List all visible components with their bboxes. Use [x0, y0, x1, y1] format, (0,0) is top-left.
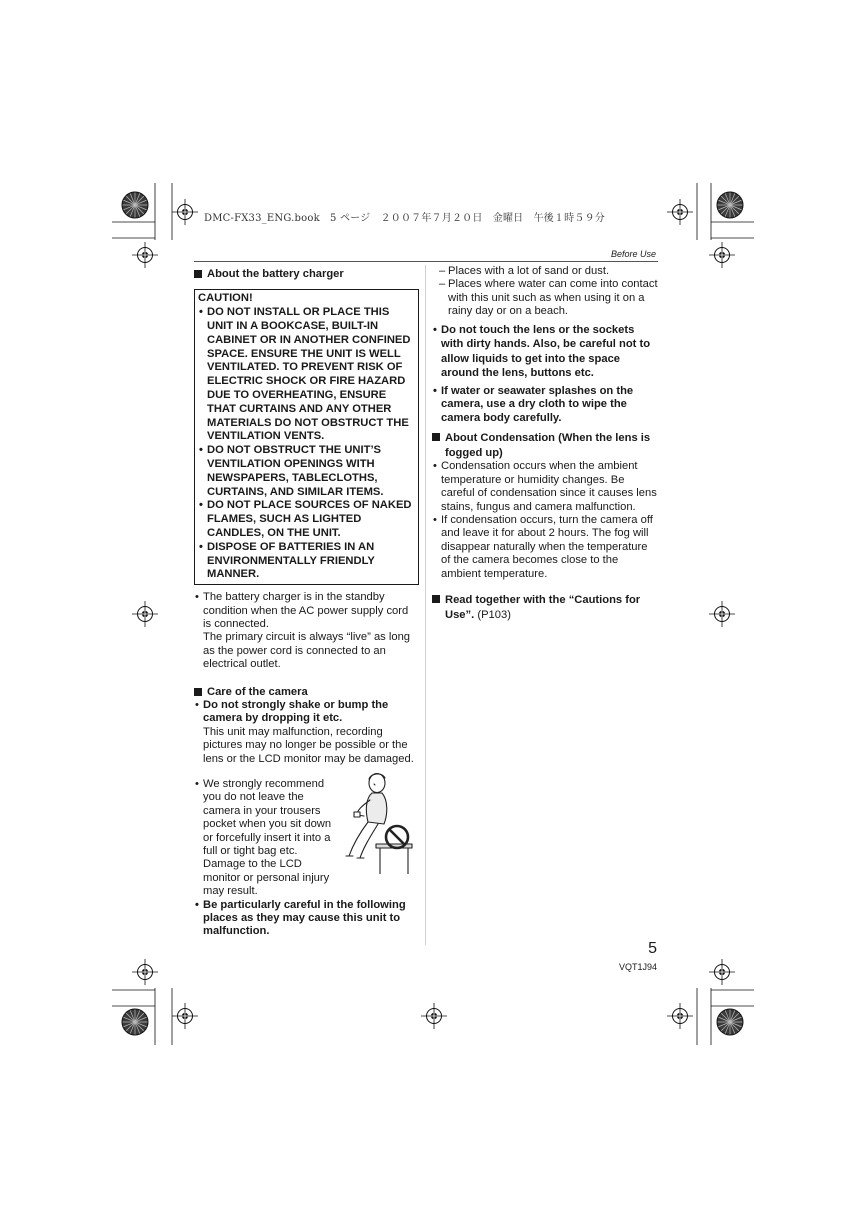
shake-warning-detail: This unit may malfunction, recording pictures may no longer be possible or the lens or the LCD monitor may be damaged.: [203, 725, 414, 765]
document-code: VQT1J94: [618, 962, 657, 972]
caution-item: • DISPOSE OF BATTERIES IN AN ENVIRONMENTALLY FRIENDLY MANNER.: [198, 541, 415, 582]
battery-charger-heading: About the battery charger: [194, 268, 419, 281]
water-warning: • If water or seawater splashes on the camera, use a dry cloth to wipe the camera body carefully.: [432, 385, 658, 425]
shake-warning: • Do not strongly shake or bump the camera by dropping it etc. This unit may malfunction, recording pictures may no longer be possible or the lens or the LCD monitor may be damaged.: [194, 699, 419, 766]
page-reference: (P103): [477, 608, 511, 621]
read-together-note: Read together with the “Cautions for Use”. (P103): [432, 593, 658, 622]
square-bullet-icon: [432, 595, 440, 603]
right-column: [432, 265, 658, 622]
registration-mark-bottom-left: [172, 1003, 198, 1029]
seated-person-prohibited-icon: [344, 770, 416, 874]
place-item: – Places with a lot of sand or dust.: [432, 265, 658, 278]
color-target-top-left: [122, 192, 148, 218]
standby-note: • The battery charger is in the standby condition when the AC power supply cord is connected. The primary circuit is always “live” as long as the power cord is connected to an electrical outlet.: [194, 591, 419, 671]
registration-mark-bottom-right: [667, 1003, 693, 1029]
square-bullet-icon: [194, 688, 202, 696]
color-target-bottom-left: [122, 1009, 148, 1035]
registration-mark-left-lower: [132, 959, 158, 985]
careful-places-warning: • Be particularly careful in the following places as they may cause this unit to malfunction.: [194, 899, 419, 939]
left-column: [194, 268, 419, 939]
page-number: 5: [648, 940, 657, 957]
place-item: – Places where water can come into contact with this unit such as when using it on a rainy day or on a beach.: [432, 278, 658, 318]
caution-item: • DO NOT OBSTRUCT THE UNIT’S VENTILATION OPENINGS WITH NEWSPAPERS, TABLECLOTHS, CURTAINS, AND SIMILAR ITEMS.: [198, 444, 415, 499]
primary-circuit-note: The primary circuit is always “live” as long as the power cord is connected to an electrical outlet.: [203, 631, 411, 671]
care-of-camera-heading: Care of the camera: [194, 686, 419, 699]
column-divider: [425, 265, 426, 945]
color-target-top-right: [717, 192, 743, 218]
square-bullet-icon: [194, 270, 202, 278]
caution-title: CAUTION!: [198, 292, 253, 305]
header-rule: [194, 261, 658, 262]
caution-item: • DO NOT PLACE SOURCES OF NAKED FLAMES, SUCH AS LIGHTED CANDLES, ON THE UNIT.: [198, 499, 415, 540]
registration-mark-top-right: [667, 199, 693, 225]
condensation-heading: About Condensation (When the lens is fogged up): [432, 431, 658, 460]
square-bullet-icon: [432, 433, 440, 441]
trousers-note: • We strongly recommend you do not leave the camera in your trousers pocket when you sit down or forcefully insert it into a full or tight bag etc. Damage to the LCD monitor or personal injury may result.: [194, 778, 341, 899]
caution-item: • DO NOT INSTALL OR PLACE THIS UNIT IN A BOOKCASE, BUILT-IN CABINET OR IN ANOTHER CONFINED SPACE. ENSURE THE UNIT IS WELL VENTILATED. TO PREVENT RISK OF ELECTRIC SHOCK OR FIRE HAZARD DUE TO OVERHEATING, ENSURE THAT CURTAINS AND ANY OTHER MATERIALS DO NOT OBSTRUCT THE VENTILATION VENTS.: [198, 306, 415, 444]
registration-mark-right-middle: [709, 601, 735, 627]
registration-mark-bottom-center: [421, 1003, 447, 1029]
section-label: Before Use: [610, 249, 656, 259]
lens-warning: • Do not touch the lens or the sockets with dirty hands. Also, be careful not to allow liquids to get into the space around the lens, buttons etc.: [432, 323, 658, 381]
condensation-item: • Condensation occurs when the ambient temperature or humidity changes. Be careful of condensation since it causes lens stains, fungus and camera malfunction.: [432, 460, 658, 514]
print-file-info: DMC-FX33_ENG.book 5 ページ ２００７年７月２０日 金曜日 午後１時５９分: [204, 213, 605, 224]
registration-mark-left-upper: [132, 242, 158, 268]
registration-mark-right-lower: [709, 959, 735, 985]
color-target-bottom-right: [717, 1009, 743, 1035]
registration-mark-right-upper: [709, 242, 735, 268]
registration-mark-top-left: [172, 199, 198, 225]
registration-mark-left-middle: [132, 601, 158, 627]
condensation-item: • If condensation occurs, turn the camera off and leave it for about 2 hours. The fog will disappear naturally when the temperature of the camera becomes close to the ambient temperature.: [432, 514, 658, 581]
trousers-note-block: [194, 778, 419, 899]
caution-box: [194, 289, 419, 585]
